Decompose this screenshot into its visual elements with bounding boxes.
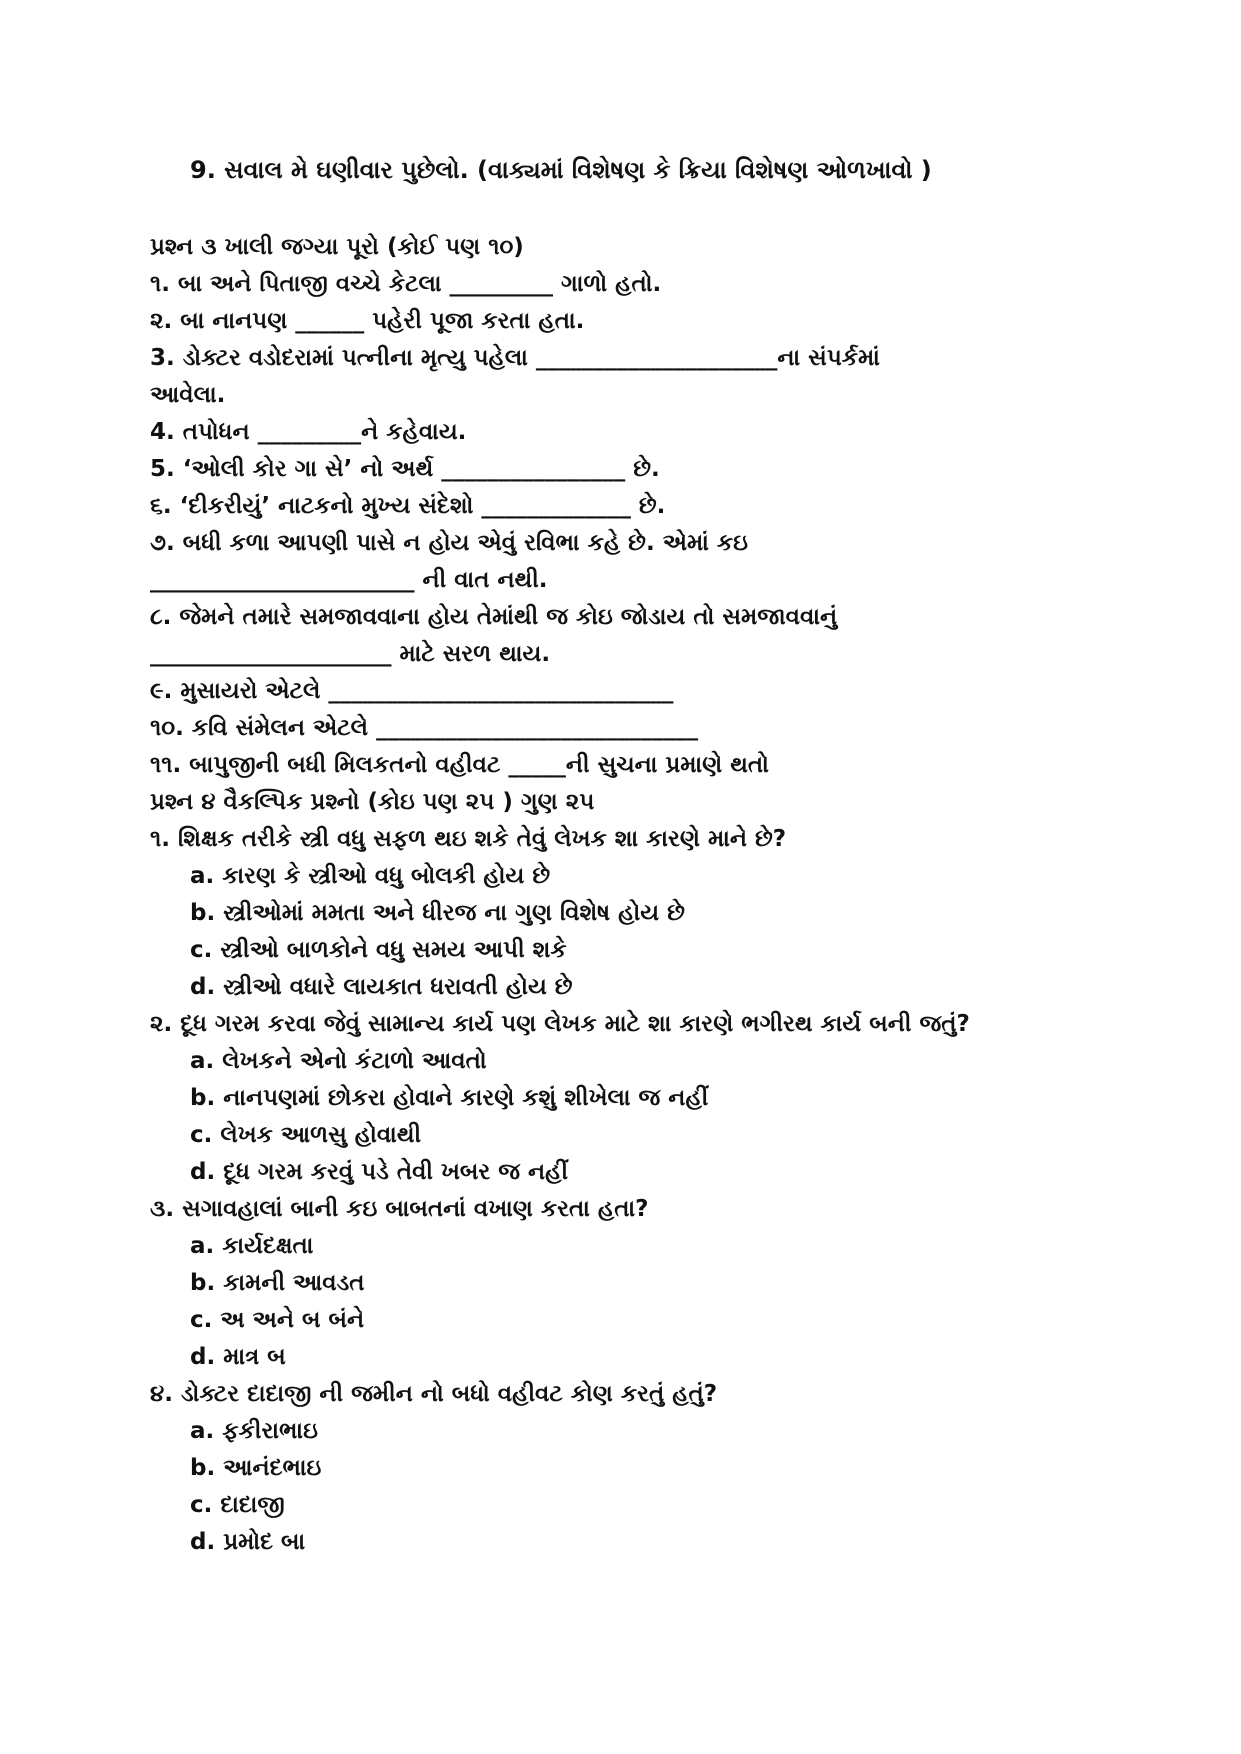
fill-blank-line: ૧૧. બાપુજીની બધી મિલકતનો વહીવટ _____ની સુચના પ્રમાણે થતો — [150, 752, 769, 778]
mcq-option: b. નાનપણમાં છોકરા હોવાને કારણે કશું શીખેલા જ નહીં — [190, 1085, 709, 1111]
mcq-option: a. કાર્યદક્ષતા — [190, 1233, 314, 1259]
mcq-question: ૩. સગાવહાલાં બાની કઇ બાબતનાં વખાણ કરતા હતા? — [150, 1196, 649, 1222]
section-3-heading: પ્રશ્ન ૩ ખાલી જગ્યા પૂરો (કોઈ પણ ૧૦) — [150, 234, 524, 260]
fill-blank-line: 3. ડોક્ટર વડોદરામાં પત્નીના મૃત્યુ પહેલા _____________________ના સંપર્કમાં — [150, 345, 880, 371]
section-4-heading: પ્રશ્ન ૪ વૈકલ્પિક પ્રશ્નો (કોઇ પણ ૨૫ ) ગુણ ૨૫ — [150, 789, 595, 815]
fill-blank-line: ૨. બા નાનપણ ______ પહેરી પૂજા કરતા હતા. — [150, 308, 585, 334]
mcq-option: d. દૂધ ગરમ કરવું પડે તેવી ખબર જ નહીં — [190, 1159, 569, 1185]
mcq-question: ૧. શિક્ષક તરીકે સ્ત્રી વધુ સફળ થઇ શકે તેવું લેખક શા કારણે માને છે? — [150, 826, 787, 852]
fill-blank-line: _____________________ માટે સરળ થાય. — [150, 641, 551, 667]
mcq-option: b. સ્ત્રીઓમાં મમતા અને ધીરજ ના ગુણ વિશેષ હોય છે — [190, 900, 685, 926]
mcq-option: b. કામની આવડત — [190, 1270, 365, 1296]
mcq-option: a. ફકીરાભાઇ — [190, 1418, 318, 1444]
mcq-option: c. દાદાજી — [190, 1492, 285, 1518]
mcq-option: c. સ્ત્રીઓ બાળકોને વધુ સમય આપી શકે — [190, 937, 567, 963]
fill-blank-line: 5. ‘ઓલી કોર ગા સે’ નો અર્થ ________________ છે. — [150, 456, 660, 482]
mcq-question: ૨. દૂધ ગરમ કરવા જેવું સામાન્ય કાર્ય પણ લેખક માટે શા કારણે ભગીરથ કાર્ય બની જતું? — [150, 1011, 970, 1037]
fill-blank-line: _______________________ ની વાત નથી. — [150, 567, 548, 593]
fill-blank-line: આવેલા. — [150, 382, 226, 408]
mcq-option: a. લેખકને એનો કંટાળો આવતો — [190, 1048, 487, 1074]
fill-blank-line: ૧. બા અને પિતાજી વચ્ચે કેટલા _________ ગાળો હતો. — [150, 271, 662, 297]
mcq-option: d. સ્ત્રીઓ વધારે લાયકાત ધરાવતી હોય છે — [190, 974, 573, 1000]
fill-blank-line: ૧૦. કવિ સંમેલન એટલે ____________________________ — [150, 715, 699, 741]
question-9: 9. સવાલ મે ઘણીવાર પુછેલો. (વાક્યમાં વિશેષણ કે ક્રિયા વિશેષણ ઓળખાવો ) — [190, 156, 932, 184]
fill-blank-line: ૯. મુસાયરો એટલે ______________________________ — [150, 678, 674, 704]
mcq-question: ૪. ડોક્ટર દાદાજી ની જમીન નો બધો વહીવટ કોણ કરતું હતું? — [150, 1381, 718, 1407]
fill-blank-line: 4. તપોધન _________ને કહેવાય. — [150, 419, 467, 445]
mcq-option: b. આનંદભાઇ — [190, 1455, 322, 1481]
fill-blank-line: ૬. ‘દીકરીયું’ નાટકનો મુખ્ય સંદેશો _____________ છે. — [150, 493, 666, 519]
mcq-option: d. પ્રમોદ બા — [190, 1529, 306, 1555]
fill-blank-line: ૭. બધી કળા આપણી પાસે ન હોય એવું રવિભા કહે છે. એમાં કઇ — [150, 530, 748, 556]
fill-blank-line: ૮. જેમને તમારે સમજાવવાના હોય તેમાંથી જ કોઇ જોડાય તો સમજાવવાનું — [150, 604, 838, 630]
mcq-option: a. કારણ કે સ્ત્રીઓ વધુ બોલકી હોય છે — [190, 863, 551, 889]
mcq-option: c. લેખક આળસુ હોવાથી — [190, 1122, 422, 1148]
mcq-option: d. માત્ર બ — [190, 1344, 286, 1370]
mcq-option: c. અ અને બ બંને — [190, 1307, 365, 1333]
